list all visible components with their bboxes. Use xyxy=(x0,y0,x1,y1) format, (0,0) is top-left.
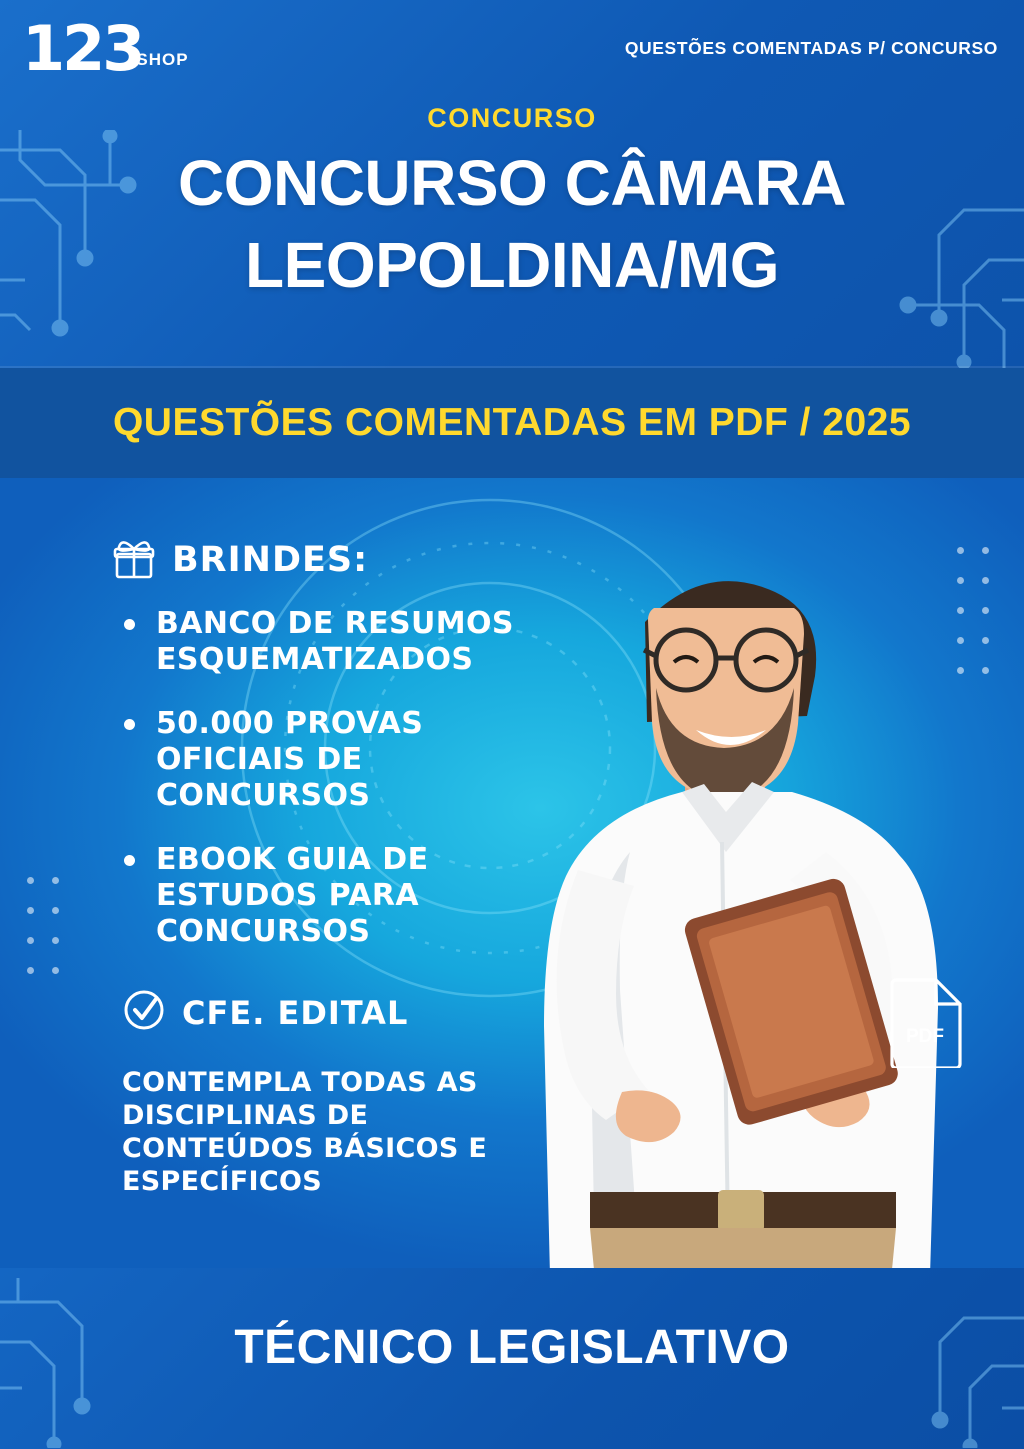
header-tagline: QUESTÕES COMENTADAS P/ CONCURSO xyxy=(624,38,998,58)
edital-description: CONTEMPLA TODAS AS DISCIPLINAS DE CONTEÚDOS BÁSICOS E ESPECÍFICOS xyxy=(122,1067,488,1197)
logo-main-text: 123 xyxy=(22,12,143,85)
list-item: EBOOK GUIA DE ESTUDOS PARA CONCURSOS xyxy=(118,842,548,950)
page-title-line-2: LEOPOLDINA/MG xyxy=(245,229,779,301)
brindes-heading xyxy=(112,538,368,582)
logo-sub-text: SHOP xyxy=(136,50,189,69)
check-circle-icon xyxy=(122,988,166,1037)
list-item: 50.000 PROVAS OFICIAIS DE CONCURSOS xyxy=(118,706,548,814)
subtitle-band xyxy=(0,368,1024,478)
brindes-label: BRINDES: xyxy=(172,540,369,580)
pdf-file-icon xyxy=(886,976,964,1073)
page-title-line-1: CONCURSO CÂMARA xyxy=(177,147,847,219)
brand-logo[interactable] xyxy=(22,12,189,85)
gift-icon xyxy=(112,538,156,582)
footer-role-title: TÉCNICO LEGISLATIVO xyxy=(234,1321,790,1374)
dot-grid-left xyxy=(18,868,68,988)
subtitle-text: QUESTÕES COMENTADAS EM PDF / 2025 xyxy=(112,401,912,444)
person-illustration xyxy=(470,492,990,1268)
brindes-list xyxy=(118,606,548,978)
page-title xyxy=(0,142,1024,306)
kicker-label: CONCURSO xyxy=(427,103,597,133)
main-content-area xyxy=(0,478,1024,1268)
edital-label: CFE. EDITAL xyxy=(182,993,409,1032)
edital-heading xyxy=(122,988,408,1037)
list-item: BANCO DE RESUMOS ESQUEMATIZADOS xyxy=(118,606,548,678)
header-band xyxy=(0,0,1024,368)
pdf-badge-label: PDF xyxy=(906,1026,944,1047)
